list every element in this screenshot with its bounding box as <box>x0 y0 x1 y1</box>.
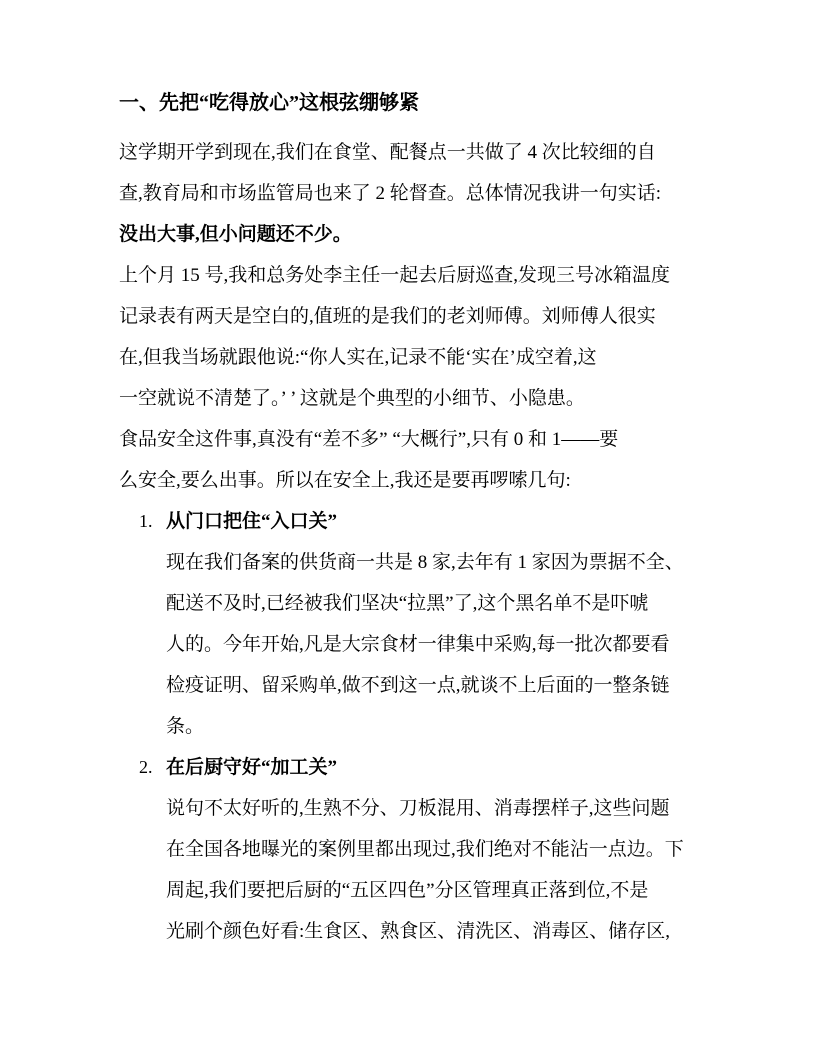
paragraph-2: 上个月 15 号,我和总务处李主任一起去后厨巡查,发现三号冰箱温度 记录表有两天是空白的,值班的是我们的老刘师傅。刘师傅人很实 在,但我当场就跟他说:“你人实在,记录不能‘实在’成空着,这 一空就说不清楚了。’ ’ 这就是个典型的小细节、小隐患。 <box>119 265 671 409</box>
list-item-2-body: 说句不太好听的,生熟不分、刀板混用、消毒摆样子,这些问题 在全国各地曝光的案例里都出现过,我们绝对不能沾一点边。下 周起,我们要把后厨的“五区四色”分区管理真正落到位,不是 光刷个颜色好看:生食区、熟食区、清洗区、消毒区、储存区, <box>166 798 684 942</box>
list-item-2-number: 2. <box>139 757 153 777</box>
paragraph-1-bold-text: 没出大事,但小问题还不少。 <box>119 224 352 245</box>
list-item-2 <box>139 747 722 952</box>
list-item-1-number: 1. <box>139 511 153 531</box>
paragraph-1-text: 这学期开学到现在,我们在食堂、配餐点一共做了 4 次比较细的自 查,教育局和市场监管局也来了 2 轮督查。总体情况我讲一句实话: <box>119 142 662 204</box>
list-item-1-title: 从门口把住“入口关” <box>166 511 338 532</box>
numbered-list <box>119 501 722 952</box>
paragraph-3: 食品安全这件事,真没有“差不多” “大概行”,只有 0 和 1——要 么安全,要么出事。所以在安全上,我还是要再啰嗦几句: <box>119 429 619 491</box>
list-item-2-title: 在后厨守好“加工关” <box>166 757 338 778</box>
paragraph-1 <box>119 132 722 255</box>
section-heading: 一、先把“吃得放心”这根弦绷够紧 <box>119 92 419 114</box>
list-item-1-body: 现在我们备案的供货商一共是 8 家,去年有 1 家因为票据不全、 配送不及时,已经被我们坚决“拉黑”了,这个黑名单不是吓唬 人的。今年开始,凡是大宗食材一律集中采购,每一批次都要看 检疫证明、留采购单,做不到这一点,就谈不上后面的一整条链 条。 <box>166 552 684 737</box>
list-item-1 <box>139 501 722 747</box>
